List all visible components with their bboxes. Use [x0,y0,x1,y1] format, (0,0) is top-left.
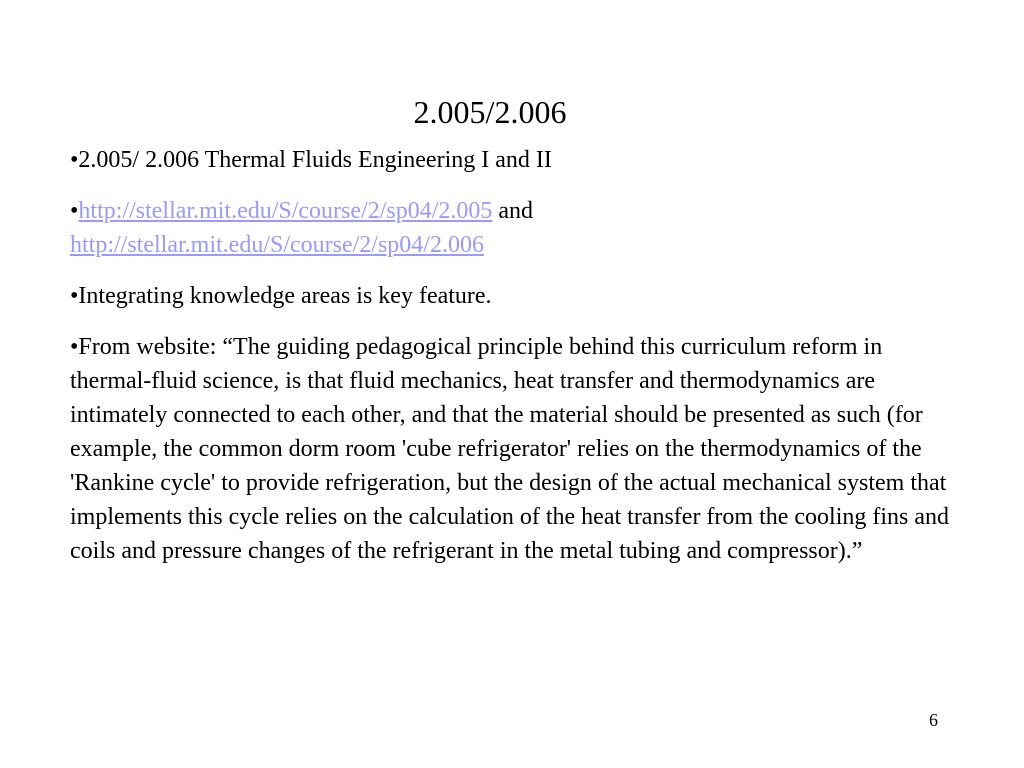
slide-content [70,143,960,585]
link-2006[interactable]: http://stellar.mit.edu/S/course/2/sp04/2.006 [70,232,484,258]
bullet-course-title: •2.005/ 2.006 Thermal Fluids Engineering I and II [70,147,552,173]
bullet-marker: • [70,198,79,224]
page-number: 6 [929,710,938,730]
link-line-2006 [70,228,960,262]
bullet-website-quote: •From website: “The guiding pedagogical principle behind this curriculum reform in thermal-fluid science, is that fluid mechanics, heat transfer and thermodynamics are intimately connected to each other, and that the material should be presented as such (for example, the common dorm room 'cube refrigerator' relies on the thermodynamics of the 'Rankine cycle' to provide refrigeration, but the design of the actual mechanical system that implements this cycle relies on the calculation of the heat transfer from the cooling fins and coils and pressure changes of the refrigerant in the metal tubing and compressor).” [70,334,950,564]
link-2005[interactable]: http://stellar.mit.edu/S/course/2/sp04/2.005 [78,198,493,224]
bullet-links [70,194,960,228]
slide-title: 2.005/2.006 [413,94,567,130]
link-connector-text: and [492,198,534,224]
bullet-integrating: •Integrating knowledge areas is key feature. [70,283,492,309]
